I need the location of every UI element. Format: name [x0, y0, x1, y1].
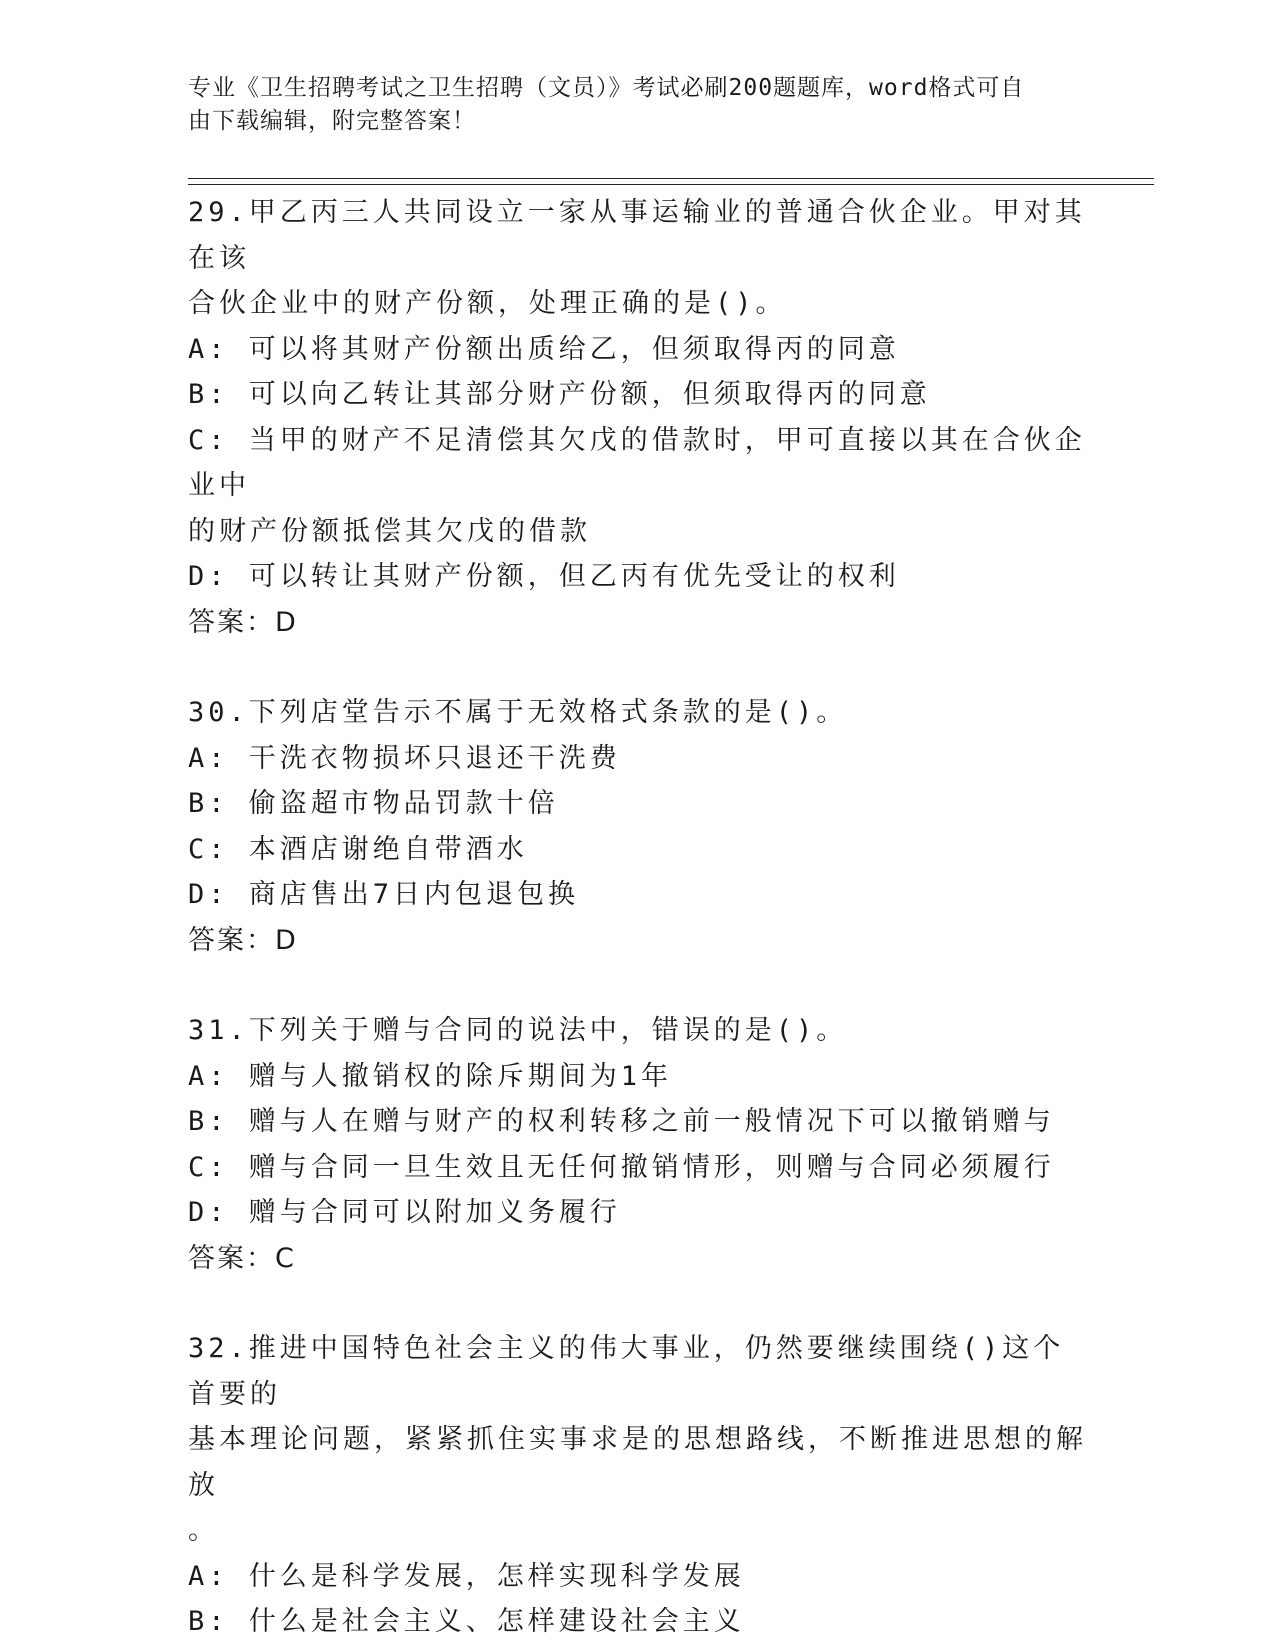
option-line: A: 赠与人撤销权的除斥期间为1年	[188, 1060, 673, 1092]
question-stem-line: 29.甲乙丙三人共同设立一家从事运输业的普通合伙企业。甲对其在该	[188, 197, 1086, 274]
answer-label: 答案：D	[188, 924, 298, 956]
document-header	[188, 72, 1068, 138]
question-stem-line: 基本理论问题，紧紧抓住实事求是的思想路线，不断推进思想的解放	[188, 1424, 1087, 1501]
answer-label: 答案：D	[188, 606, 298, 638]
option-line: A: 什么是科学发展，怎样实现科学发展	[188, 1560, 745, 1592]
question-stem-line: 。	[188, 1515, 219, 1546]
option-line: A: 可以将其财产份额出质给乙，但须取得丙的同意	[188, 333, 900, 365]
question-item	[188, 1008, 1088, 1281]
option-line: C: 本酒店谢绝自带酒水	[188, 833, 528, 865]
option-line: B: 偷盗超市物品罚款十倍	[188, 788, 559, 819]
header-divider-top	[188, 178, 1154, 179]
header-line-1: 专业《卫生招聘考试之卫生招聘（文员）》考试必刷200题题库，word格式可自	[188, 75, 1025, 101]
question-stem-line: 32.推进中国特色社会主义的伟大事业，仍然要继续围绕()这个首要的	[188, 1333, 1065, 1410]
question-item	[188, 690, 1088, 963]
option-line: D: 赠与合同可以附加义务履行	[188, 1197, 621, 1228]
question-stem-line: 合伙企业中的财产份额，处理正确的是()。	[188, 288, 787, 319]
option-line: 的财产份额抵偿其欠戊的借款	[188, 515, 591, 547]
option-line: B: 可以向乙转让其部分财产份额，但须取得丙的同意	[188, 379, 931, 410]
question-item	[188, 190, 1088, 645]
question-stem-line: 30.下列店堂告示不属于无效格式条款的是()。	[188, 697, 848, 728]
question-stem-line: 31.下列关于赠与合同的说法中，错误的是()。	[188, 1015, 848, 1046]
answer-label: 答案：C	[188, 1242, 296, 1274]
option-line: C: 赠与合同一旦生效且无任何撤销情形，则赠与合同必须履行	[188, 1151, 1055, 1183]
question-list	[188, 190, 1088, 1645]
option-line: B: 赠与人在赠与财产的权利转移之前一般情况下可以撤销赠与	[188, 1106, 1055, 1137]
header-line-2: 由下载编辑，附完整答案！	[188, 108, 476, 134]
option-line: B: 什么是社会主义、怎样建设社会主义	[188, 1606, 745, 1637]
option-line: A: 干洗衣物损坏只退还干洗费	[188, 742, 621, 774]
option-line: C: 当甲的财产不足清偿其欠戊的借款时，甲可直接以其在合伙企业中	[188, 424, 1086, 501]
option-line: D: 可以转让其财产份额，但乙丙有优先受让的权利	[188, 561, 900, 592]
option-line: D: 商店售出7日内包退包换	[188, 879, 580, 910]
question-item	[188, 1326, 1088, 1645]
header-divider-bottom	[188, 184, 1154, 185]
